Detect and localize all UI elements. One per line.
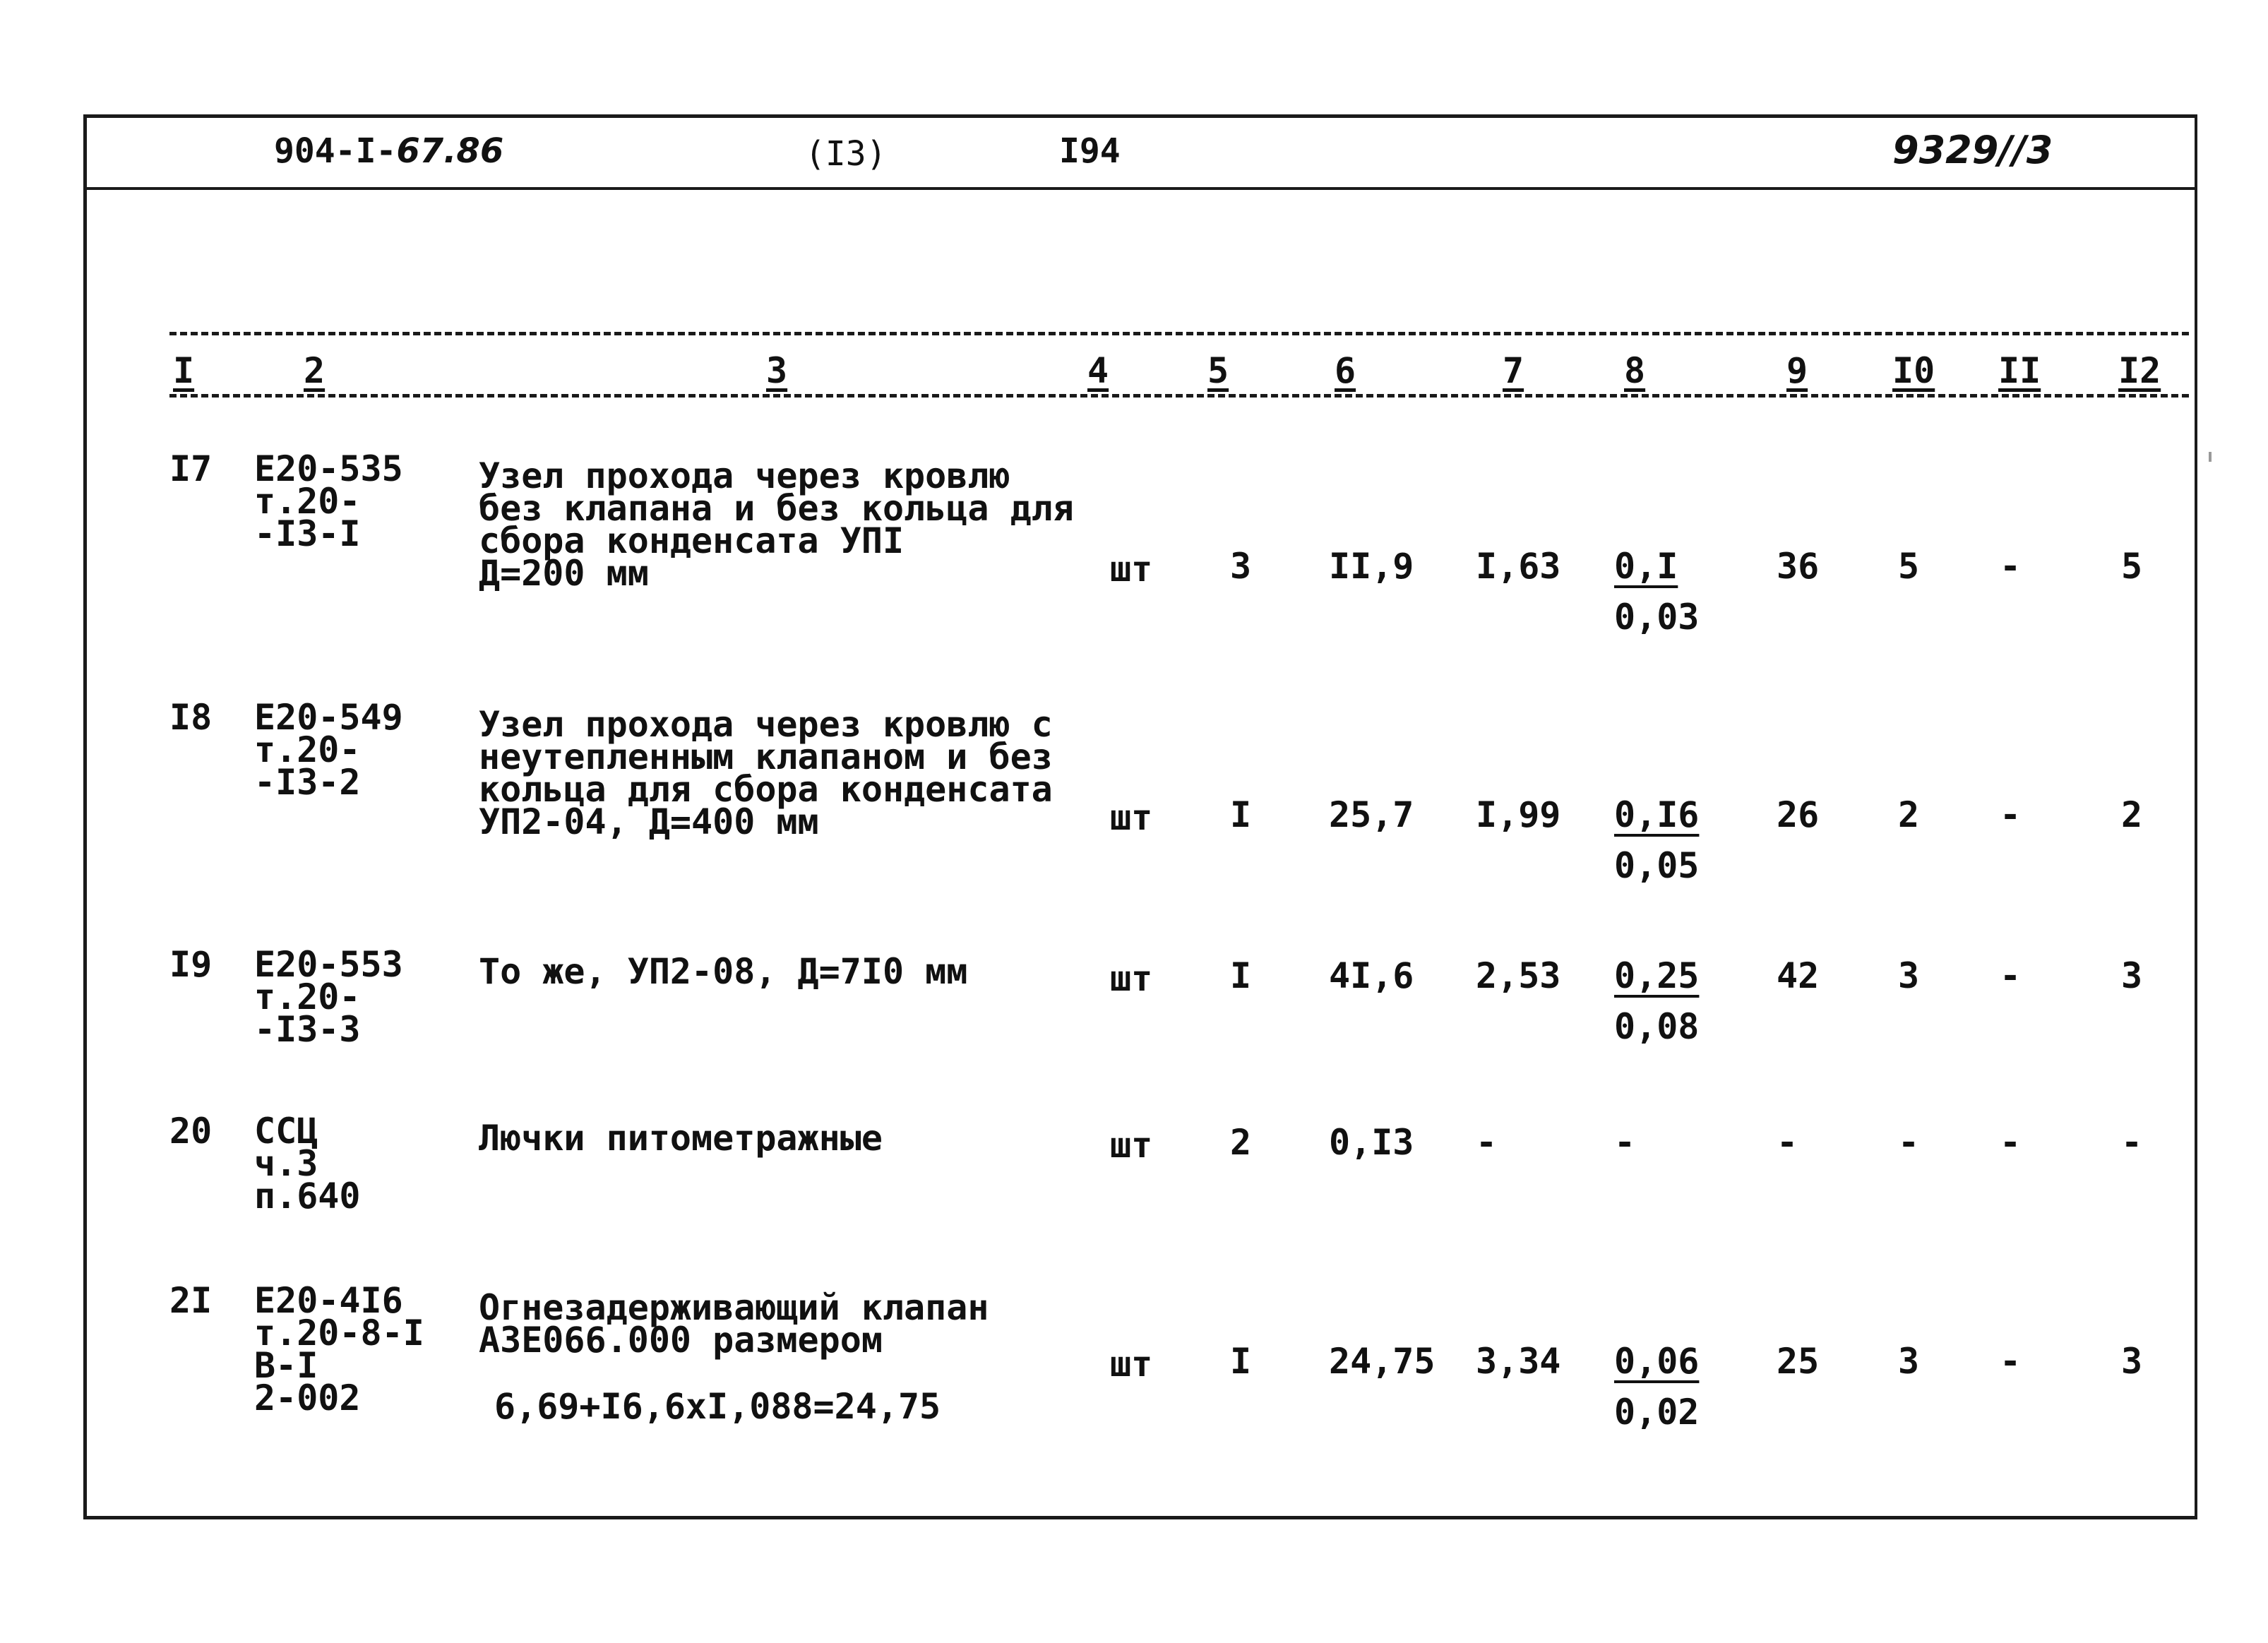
unit-cell: шт bbox=[1110, 1125, 1153, 1166]
column-number-2: 2 bbox=[304, 350, 326, 391]
description-line: сбора конденсата УПI bbox=[479, 520, 905, 561]
norm-code-line: -I3-I bbox=[254, 513, 361, 554]
col7-cell: 2,53 bbox=[1476, 955, 1561, 996]
col7-cell: 3,34 bbox=[1476, 1341, 1561, 1382]
norm-code-line: E20-535 bbox=[254, 448, 403, 489]
column-header-top-dashes bbox=[169, 332, 2189, 335]
column-number-9: 9 bbox=[1786, 350, 1808, 391]
unit-cell: шт bbox=[1110, 797, 1153, 838]
col6-cell: 0,I3 bbox=[1329, 1122, 1414, 1163]
norm-code-line: ч.3 bbox=[254, 1143, 318, 1184]
col12-cell: - bbox=[2121, 1122, 2143, 1163]
column-number-8: 8 bbox=[1624, 350, 1646, 391]
norm-code-line: п.640 bbox=[254, 1176, 361, 1217]
norm-code-line: т.20- bbox=[254, 976, 361, 1017]
doc-code-handwritten: 67.86 bbox=[396, 131, 504, 171]
doc-code bbox=[274, 131, 504, 171]
norm-code-line: В-I bbox=[254, 1345, 318, 1386]
norm-code-line: -I3-3 bbox=[254, 1009, 361, 1050]
col8-top-value: - bbox=[1614, 1122, 1636, 1163]
unit-cell: шт bbox=[1110, 549, 1153, 590]
column-number-1: I bbox=[173, 350, 195, 391]
doc-code-printed: 904-I- bbox=[274, 131, 397, 171]
norm-code-line: ССЦ bbox=[254, 1111, 318, 1152]
col8-bottom-value: 0,05 bbox=[1614, 845, 1700, 886]
col12-cell: 3 bbox=[2121, 1341, 2143, 1382]
column-number-11: II bbox=[1998, 350, 2041, 391]
col6-cell: 24,75 bbox=[1329, 1341, 1436, 1382]
quantity-cell: 3 bbox=[1230, 546, 1252, 587]
column-number-10: I0 bbox=[1892, 350, 1935, 391]
col8-top-value: 0,06 bbox=[1614, 1341, 1700, 1382]
norm-code-line: E20-549 bbox=[254, 697, 403, 738]
col10-cell: 3 bbox=[1898, 1341, 1920, 1382]
unit-cell: шт bbox=[1110, 1344, 1153, 1385]
quantity-cell: 2 bbox=[1230, 1122, 1252, 1163]
description-line: АЗЕ066.000 размером bbox=[479, 1320, 883, 1361]
row-number: 20 bbox=[169, 1111, 213, 1152]
norm-code-line: т.20-8-I bbox=[254, 1313, 424, 1354]
quantity-cell: I bbox=[1230, 1341, 1252, 1382]
col9-cell: 25 bbox=[1777, 1341, 1820, 1382]
row-number: 2I bbox=[169, 1280, 213, 1321]
row-number: I7 bbox=[169, 448, 213, 489]
col11-cell: - bbox=[2000, 1341, 2022, 1382]
col10-cell: 2 bbox=[1898, 794, 1920, 835]
col8-top-value: 0,I6 bbox=[1614, 794, 1700, 835]
col11-cell: - bbox=[2000, 1122, 2022, 1163]
col12-cell: 3 bbox=[2121, 955, 2143, 996]
row-number: I8 bbox=[169, 697, 213, 738]
description-line: УП2-04, Д=400 мм bbox=[479, 801, 819, 842]
description-line: Лючки питометражные bbox=[479, 1118, 883, 1159]
description-line: Огнезадерживающий клапан bbox=[479, 1287, 989, 1328]
col9-cell: 42 bbox=[1777, 955, 1820, 996]
col12-cell: 5 bbox=[2121, 546, 2143, 587]
col6-cell: II,9 bbox=[1329, 546, 1414, 587]
description-line: без клапана и без кольца для bbox=[479, 488, 1074, 529]
norm-code-line: -I3-2 bbox=[254, 762, 361, 803]
column-number-12: I2 bbox=[2118, 350, 2161, 391]
col9-cell: 36 bbox=[1777, 546, 1820, 587]
quantity-cell: I bbox=[1230, 794, 1252, 835]
col9-cell: - bbox=[1777, 1122, 1798, 1163]
col11-cell: - bbox=[2000, 955, 2022, 996]
header-rule bbox=[86, 187, 2196, 190]
column-number-7: 7 bbox=[1503, 350, 1524, 391]
col7-cell: I,99 bbox=[1476, 794, 1561, 835]
norm-code-line: т.20- bbox=[254, 481, 361, 522]
calculation-note: 6,69+I6,6хI,088=24,75 bbox=[494, 1386, 941, 1427]
norm-code-line: т.20- bbox=[254, 729, 361, 770]
description-line: неутепленным клапаном и без bbox=[479, 736, 1053, 777]
sheet-ref: (I3) bbox=[805, 134, 887, 174]
column-number-6: 6 bbox=[1335, 350, 1356, 391]
scan-artifact bbox=[2209, 452, 2212, 462]
col8-bottom-value: 0,02 bbox=[1614, 1392, 1700, 1433]
description-line: Узел прохода через кровлю с bbox=[479, 704, 1053, 745]
description-line: кольца для сбора конденсата bbox=[479, 769, 1053, 810]
col8-bottom-value: 0,08 bbox=[1614, 1006, 1700, 1047]
col7-cell: I,63 bbox=[1476, 546, 1561, 587]
col6-cell: 25,7 bbox=[1329, 794, 1414, 835]
col8-bottom-value: 0,03 bbox=[1614, 597, 1700, 638]
description-line: То же, УП2-08, Д=7I0 мм bbox=[479, 951, 968, 992]
col6-cell: 4I,6 bbox=[1329, 955, 1414, 996]
norm-code-line: E20-553 bbox=[254, 944, 403, 985]
quantity-cell: I bbox=[1230, 955, 1252, 996]
norm-code-line: E20-4I6 bbox=[254, 1280, 403, 1321]
inventory-number-handwritten: 9329//3 bbox=[1892, 128, 2053, 172]
col10-cell: - bbox=[1898, 1122, 1920, 1163]
col9-cell: 26 bbox=[1777, 794, 1820, 835]
col11-cell: - bbox=[2000, 794, 2022, 835]
description-line: Узел прохода через кровлю bbox=[479, 455, 1010, 496]
col8-top-value: 0,25 bbox=[1614, 955, 1700, 996]
norm-code-line: 2-002 bbox=[254, 1378, 361, 1418]
column-number-4: 4 bbox=[1087, 350, 1109, 391]
column-number-5: 5 bbox=[1207, 350, 1229, 391]
description-line: Д=200 мм bbox=[479, 553, 649, 594]
col8-top-value: 0,I bbox=[1614, 546, 1678, 587]
unit-cell: шт bbox=[1110, 958, 1153, 999]
column-number-3: 3 bbox=[766, 350, 788, 391]
row-number: I9 bbox=[169, 944, 213, 985]
col12-cell: 2 bbox=[2121, 794, 2143, 835]
col11-cell: - bbox=[2000, 546, 2022, 587]
column-header-bottom-dashes bbox=[169, 394, 2189, 398]
col10-cell: 3 bbox=[1898, 955, 1920, 996]
col7-cell: - bbox=[1476, 1122, 1498, 1163]
col10-cell: 5 bbox=[1898, 546, 1920, 587]
page-number: I94 bbox=[1059, 131, 1121, 171]
